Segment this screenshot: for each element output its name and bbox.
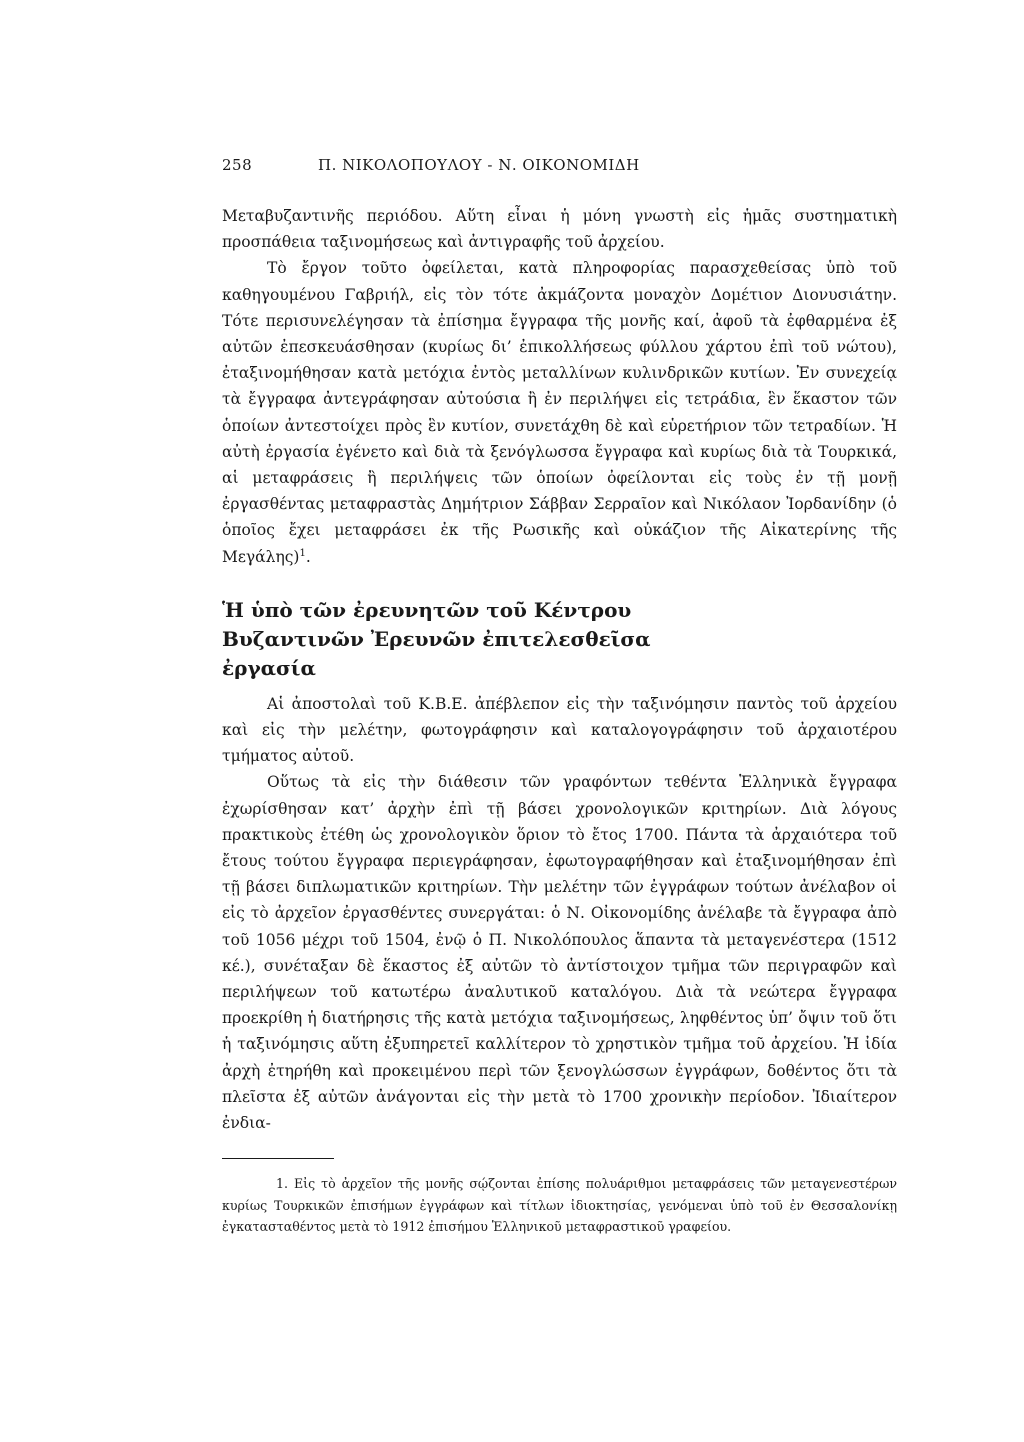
footnote-divider — [222, 1158, 334, 1159]
paragraph-continuation: Μεταβυζαντινῆς περιόδου. Αὕτη εἶναι ἡ μόνη γνωστὴ εἰς ἡμᾶς συστηματικὴ προσπάθεια ταξινομήσεως καὶ ἀντιγραφῆς τοῦ ἀρχείου. — [222, 207, 897, 252]
paragraph-dometios-text: Τὸ ἔργον τοῦτο ὀφείλεται, κατὰ πληροφορίας παρασχεθείσας ὑπὸ τοῦ καθηγουμένου Γαβριήλ, εἰς τὸν τότε ἀκμάζοντα μοναχὸν Δομέτιον Διονυσιάτην. Τότε περισυνελέγησαν τὰ ἐπίσημα ἔγγραφα τῆς μονῆς καί, ἀφοῦ τὰ ἐφθαρμένα ἐξ αὐτῶν ἐπεσκευάσθησαν (κυρίως δι’ ἐπικολλήσεως φύλλου χάρτου ἐπὶ τοῦ νώτου), ἐταξινομήθησαν κατὰ μετόχια ἐντὸς μεταλλίνων κυλινδρικῶν κυτίων. Ἐν συνεχείᾳ τὰ ἔγγραφα ἀντεγράφησαν αὐτούσια ἢ ἐν περιλήψει εἰς τετράδια, ἓν ἕκαστον τῶν ὁποίων ἀντεστοίχει πρὸς ἓν κυτίον, συνετάχθη δὲ καὶ εὑρετήριον τῶν τετραδίων. Ἡ αὐτὴ ἐργασία ἐγένετο καὶ διὰ τὰ ξενόγλωσσα ἔγγραφα καὶ κυρίως διὰ τὰ Τουρκικά, αἱ μεταφράσεις ἢ περιλήψεις τῶν ὁποίων ὀφείλονται εἰς τοὺς ἐν τῇ μονῇ ἐργασθέντας μεταφραστὰς Δημήτριον Σάββαν Σερραῖον καὶ Νικόλαον Ἰορδανίδην (ὁ ὁποῖος ἔχει μεταφράσει ἐκ τῆς Ρωσικῆς καὶ οὐκάζιον τῆς Αἰκατερίνης τῆς Μεγάλης) — [222, 259, 897, 566]
running-head — [222, 156, 897, 186]
paragraph-missions: Αἱ ἀποστολαὶ τοῦ Κ.Β.Ε. ἀπέβλεπον εἰς τὴν ταξινόμησιν παντὸς τοῦ ἀρχείου καὶ εἰς τὴν μελέτην, φωτογράφησιν καὶ καταλογογράφησιν τοῦ ἀρχαιοτέρου τμήματος αὐτοῦ. — [222, 694, 897, 766]
page — [222, 156, 897, 1238]
paragraph-dometios: Τὸ ἔργον τοῦτο ὀφείλεται, κατὰ πληροφορίας παρασχεθείσας ὑπὸ τοῦ καθηγουμένου Γαβριήλ, εἰς τὸν τότε ἀκμάζοντα μοναχὸν Δομέτιον Διονυσιάτην. Τότε περισυνελέγησαν τὰ ἐπίσημα ἔγγραφα τῆς μονῆς καί, ἀφοῦ τὰ ἐφθαρμένα ἐξ αὐτῶν ἐπεσκευάσθησαν (κυρίως δι’ ἐπικολλήσεως φύλλου χάρτου ἐπὶ τοῦ νώτου), ἐταξινομήθησαν κατὰ μετόχια ἐντὸς μεταλλίνων κυλινδρικῶν κυτίων. Ἐν συνεχείᾳ τὰ ἔγγραφα ἀντεγράφησαν αὐτούσια ἢ ἐν περιλήψει εἰς τετράδια, ἓν ἕκαστον τῶν ὁποίων ἀντεστοίχει πρὸς ἓν κυτίον, συνετάχθη δὲ καὶ εὑρετήριον τῶν τετραδίων. Ἡ αὐτὴ ἐργασία ἐγένετο καὶ διὰ τὰ ξενόγλωσσα ἔγγραφα καὶ κυρίως διὰ τὰ Τουρκικά, αἱ μεταφράσεις ἢ περιλήψεις τῶν ὁποίων ὀφείλονται εἰς τοὺς ἐν τῇ μονῇ ἐργασθέντας μεταφραστὰς Δημήτριον Σάββαν Σερραῖον καὶ Νικόλαον Ἰορδανίδην (ὁ ὁποῖος ἔχει μεταφράσει ἐκ τῆς Ρωσικῆς καὶ οὐκάζιον τῆς Αἰκατερίνης τῆς Μεγάλης)$^1$. — [222, 259, 897, 566]
page-number: 258 — [222, 156, 253, 174]
footnote: 1. Εἰς τὸ ἀρχεῖον τῆς μονῆς σῴζονται ἐπίσης πολυάριθμοι μεταφράσεις τῶν μεταγενεστέρων κυρίως Τουρκικῶν ἐπισήμων ἐγγράφων καὶ τίτλων ἰδιοκτησίας, γενόμεναι ὑπὸ τοῦ ἐν Θεσσαλονίκῃ ἐγκατασταθέντος μετὰ τὸ 1912 ἐπισήμου Ἑλληνικοῦ μεταφραστικοῦ γραφείου. — [222, 1176, 897, 1235]
paragraph-classification: Οὕτως τὰ εἰς τὴν διάθεσιν τῶν γραφόντων τεθέντα Ἑλληνικὰ ἔγγραφα ἐχωρίσθησαν κατ’ ἀρχὴν ἐπὶ τῇ βάσει χρονολογικῶν κριτηρίων. Διὰ λόγους πρακτικοὺς ἐτέθη ὡς χρονολογικὸν ὅριον τὸ ἔτος 1700. Πάντα τὰ ἀρχαιότερα τοῦ ἔτους τούτου ἔγγραφα περιεγράφησαν, ἐφωτογραφήθησαν καὶ ἐταξινομήθησαν ἐπὶ τῇ βάσει διπλωματικῶν κριτηρίων. Τὴν μελέτην τῶν ἐγγράφων τούτων ἀνέλαβον οἱ εἰς τὸ ἀρχεῖον ἐργασθέντες συνεργάται: ὁ Ν. Οἰκονομίδης ἀνέλαβε τὰ ἔγγραφα ἀπὸ τοῦ 1056 μέχρι τοῦ 1504, ἐνῷ ὁ Π. Νικολόπουλος ἅπαντα τὰ μεταγενέστερα (1512 κέ.), συνέταξαν δὲ ἕκαστος ἐξ αὐτῶν τὸ ἀντίστοιχον τμῆμα τῶν περιγραφῶν καὶ περιλήψεων τοῦ κατωτέρω ἀναλυτικοῦ καταλόγου. Διὰ τὰ νεώτερα ἔγγραφα προεκρίθη ἡ διατήρησις τῆς κατὰ μετόχια ταξινομήσεως, ληφθέντος ὑπ’ ὄψιν τοῦ ὅτι ἡ ταξινόμησις αὕτη ἐξυπηρετεῖ καλλίτερον τὸ χρηστικὸν τμῆμα τοῦ ἀρχείου. Ἡ ἰδία ἀρχὴ ἐτηρήθη καὶ προκειμένου περὶ τῶν ξενογλώσσων ἐγγράφων, δοθέντος ὅτι τὰ πλεῖστα ἐξ αὐτῶν ἀνάγονται εἰς τὴν μετὰ τὸ 1700 χρονικὴν περίοδον. Ἰδιαίτερον ἐνδια- — [222, 773, 897, 1133]
running-head-authors: Π. ΝΙΚΟΛΟΠΟΥΛΟΥ - Ν. ΟΙΚΟΝΟΜΙΔΗ — [318, 156, 640, 174]
footnote-reference: 1 — [299, 547, 306, 559]
section-heading: Ἡ ὑπὸ τῶν ἐρευνητῶν τοῦ Κέντρου Βυζαντινῶν Ἐρευνῶν ἐπιτελεσθεῖσα ἐργασία — [222, 597, 651, 680]
body-text — [222, 203, 897, 1136]
